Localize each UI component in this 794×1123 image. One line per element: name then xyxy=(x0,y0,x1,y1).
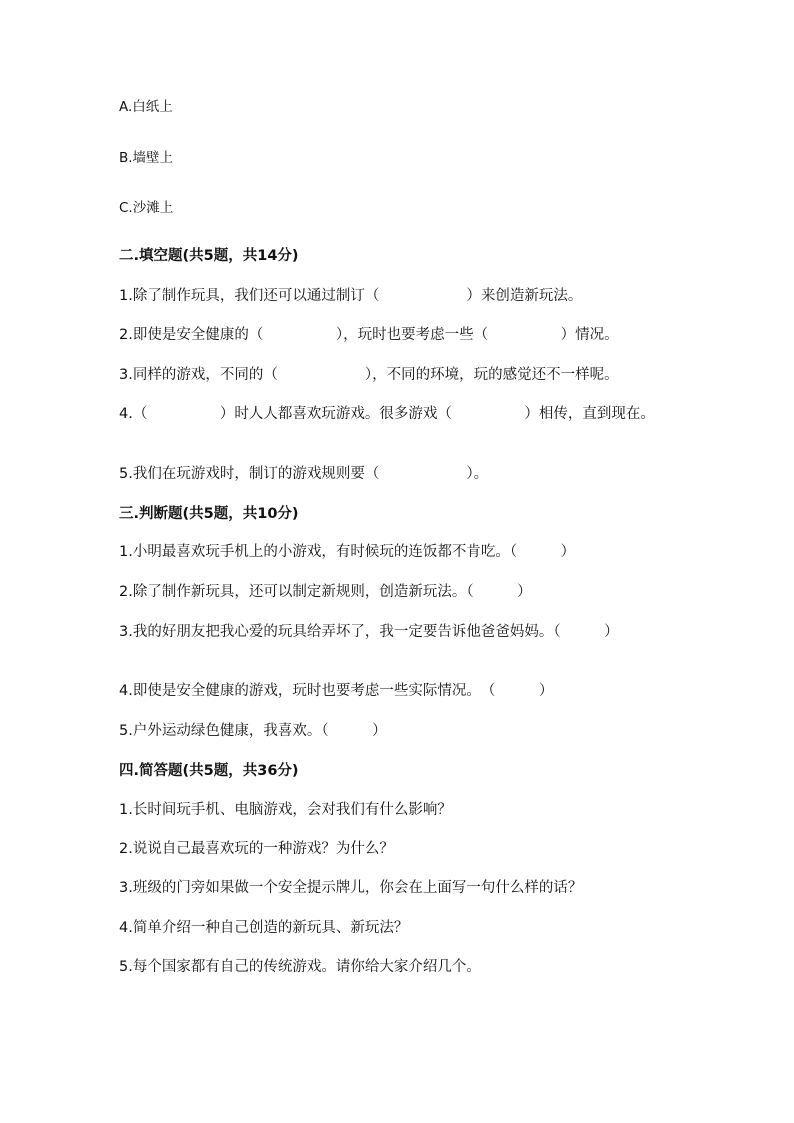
judge-question-5: 5.户外运动绿色健康，我喜欢。（ ） xyxy=(119,723,387,739)
judge-question-4: 4.即使是安全健康的游戏，玩时也要考虑一些实际情况。 （ ） xyxy=(119,683,554,699)
fill-question-1: 1.除了制作玩具，我们还可以通过制订（ ）来创造新玩法。 xyxy=(119,288,583,304)
judge-question-1: 1.小明最喜欢玩手机上的小游戏，有时候玩的连饭都不肯吃。（ ） xyxy=(119,544,576,560)
option-b: B.墙壁上 xyxy=(119,150,174,166)
fill-question-2: 2.即使是安全健康的（ ），玩时也要考虑一些（ ）情况。 xyxy=(119,327,619,343)
short-question-3: 3.班级的门旁如果做一个安全提示牌儿，你会在上面写一句什么样的话？ xyxy=(119,880,583,896)
section4-heading: 四.简答题(共5题，共36分) xyxy=(119,763,299,779)
short-question-2: 2.说说自己最喜欢玩的一种游戏？为什么？ xyxy=(119,841,394,857)
fill-question-4: 4.（ ）时人人都喜欢玩游戏。很多游戏（ ）相传，直到现在。 xyxy=(119,406,655,422)
short-question-5: 5.每个国家都有自己的传统游戏。请你给大家介绍几个。 xyxy=(119,959,481,975)
judge-question-2: 2.除了制作新玩具，还可以制定新规则，创造新玩法。（ ） xyxy=(119,584,532,600)
option-c: C.沙滩上 xyxy=(119,200,174,216)
short-question-4: 4.简单介绍一种自己创造的新玩具、新玩法？ xyxy=(119,920,409,936)
option-a: A.白纸上 xyxy=(119,99,173,115)
fill-question-5: 5.我们在玩游戏时，制订的游戏规则要（ ）。 xyxy=(119,466,489,482)
section3-heading: 三.判断题(共5题，共10分) xyxy=(119,506,299,522)
fill-question-3: 3.同样的游戏，不同的（ ），不同的环境，玩的感觉还不一样呢。 xyxy=(119,367,619,383)
short-question-1: 1.长时间玩手机、电脑游戏，会对我们有什么影响？ xyxy=(119,802,452,818)
section2-heading: 二.填空题(共5题，共14分) xyxy=(119,248,299,264)
judge-question-3: 3.我的好朋友把我心爱的玩具给弄坏了，我一定要告诉他爸爸妈妈。（ ） xyxy=(119,624,619,640)
